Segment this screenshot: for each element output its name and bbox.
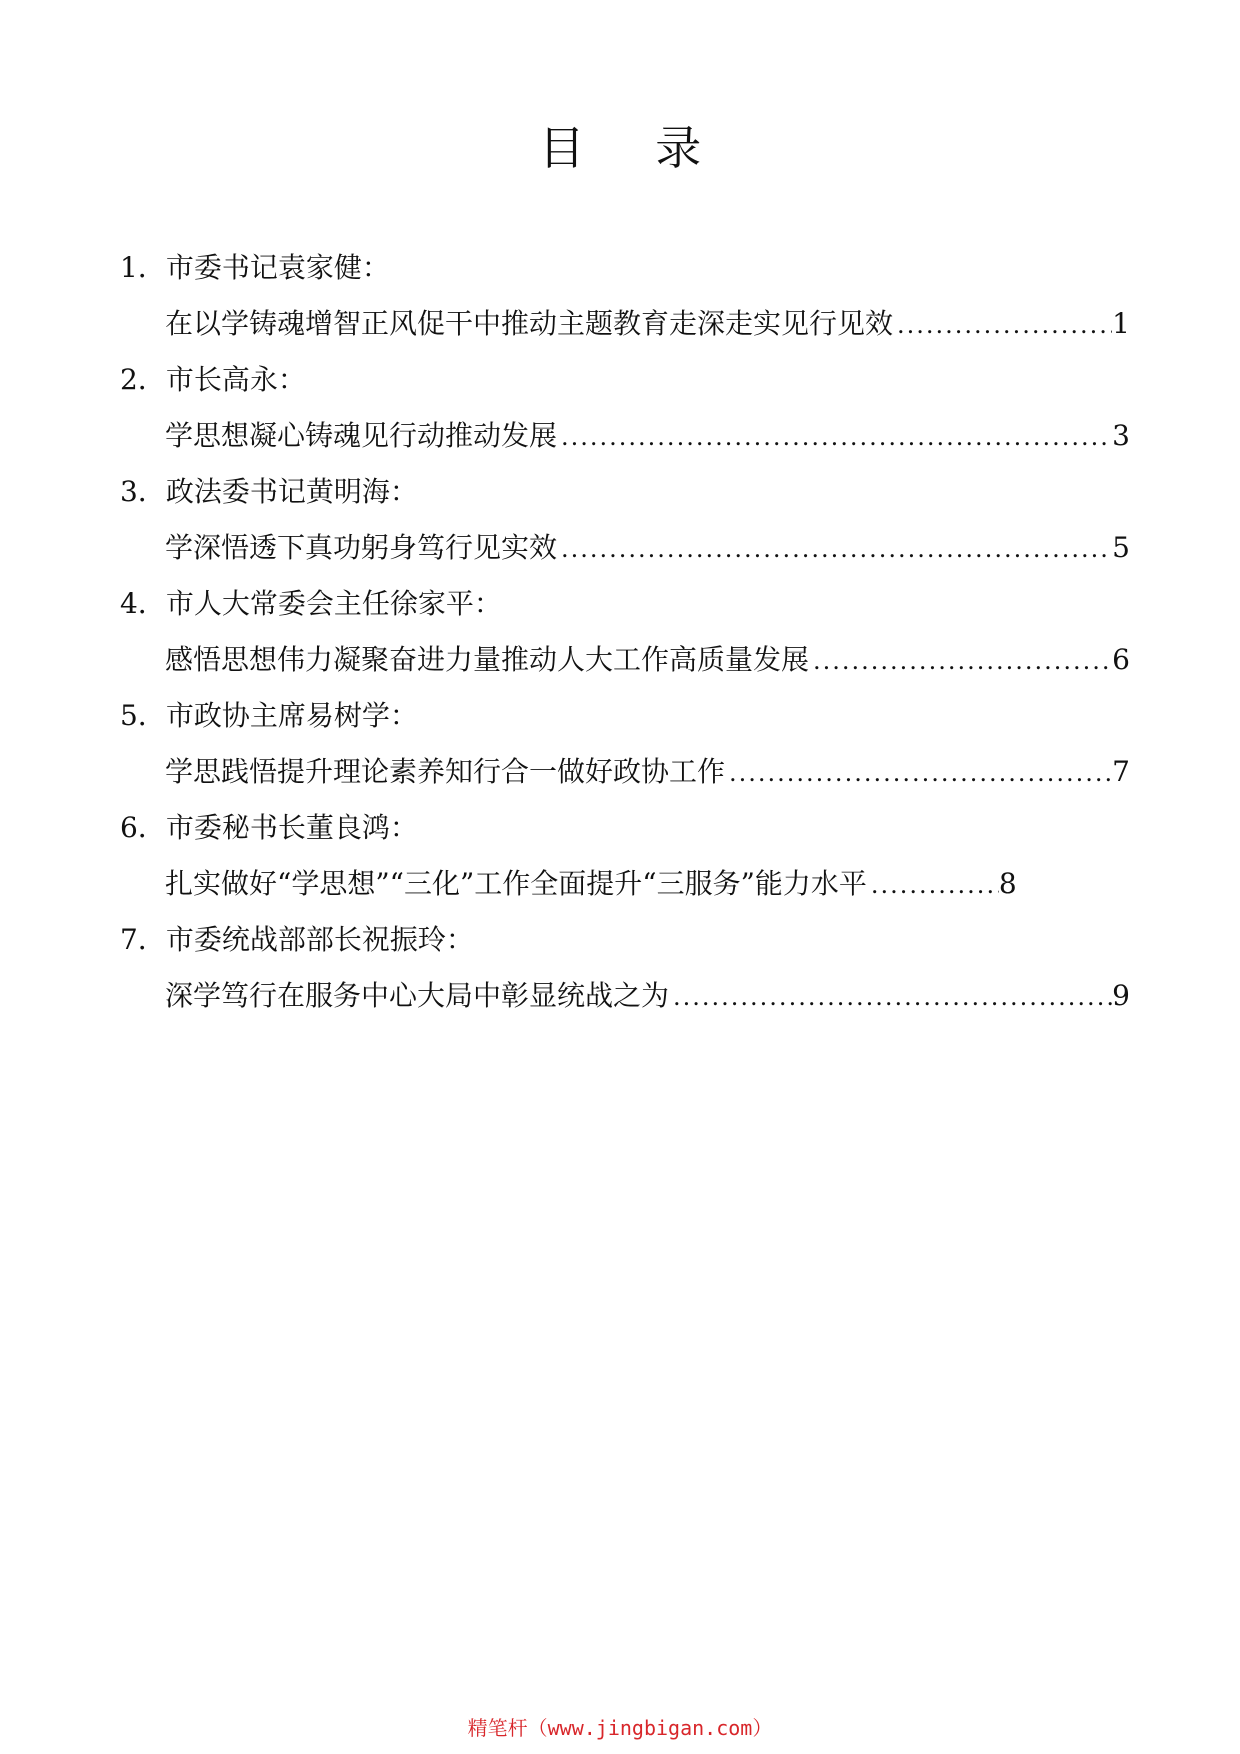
toc-speaker: 市委秘书长董良鸿： — [165, 811, 418, 844]
toc-dot-leader — [809, 633, 1112, 689]
table-of-contents — [120, 240, 1130, 1024]
toc-entry-4 — [120, 576, 1130, 688]
toc-entry-number: 5． — [120, 699, 166, 732]
toc-entry-7 — [120, 912, 1130, 1024]
toc-entry-number: 6． — [120, 811, 166, 844]
toc-speaker-line — [120, 240, 1130, 296]
toc-dot-leader — [867, 857, 999, 913]
site-watermark: 精笔杆（www.jingbigan.com） — [467, 1716, 773, 1740]
toc-title[interactable]: 扎实做好“学思想”“三化”工作全面提升“三服务”能力水平 — [165, 867, 867, 900]
toc-entry-3 — [120, 464, 1130, 576]
toc-title[interactable]: 学思践悟提升理论素养知行合一做好政协工作 — [165, 755, 726, 788]
toc-page-number[interactable]: 9 — [1112, 979, 1130, 1012]
toc-speaker-line — [120, 352, 1130, 408]
toc-speaker-line — [120, 912, 1130, 968]
toc-title[interactable]: 学深悟透下真功躬身笃行见实效 — [165, 531, 558, 564]
toc-dot-leader — [557, 409, 1112, 465]
toc-entry-number: 1． — [120, 251, 166, 284]
page-title: 目 录 — [538, 121, 730, 175]
toc-dot-leader — [557, 521, 1112, 577]
toc-speaker-line — [120, 688, 1130, 744]
toc-title[interactable]: 学思想凝心铸魂见行动推动发展 — [165, 419, 558, 452]
toc-title[interactable]: 在以学铸魂增智正风促干中推动主题教育走深走实见行见效 — [165, 307, 894, 340]
toc-title-line[interactable] — [120, 632, 1130, 688]
toc-title-line[interactable] — [120, 408, 1130, 464]
toc-dot-leader — [725, 745, 1112, 801]
toc-speaker-line — [120, 800, 1130, 856]
toc-page-number[interactable]: 8 — [998, 867, 1017, 900]
toc-dot-leader — [893, 297, 1112, 353]
toc-entry-1 — [120, 240, 1130, 352]
toc-page-number[interactable]: 1 — [1112, 307, 1130, 340]
toc-dot-leader — [669, 969, 1112, 1025]
toc-speaker: 市委统战部部长祝振玲： — [165, 923, 474, 956]
toc-entry-2 — [120, 352, 1130, 464]
toc-entry-number: 4． — [120, 587, 166, 620]
toc-title-line[interactable] — [120, 296, 1130, 352]
toc-title-line[interactable] — [120, 520, 1130, 576]
toc-page-number[interactable]: 6 — [1112, 643, 1130, 676]
toc-page-number[interactable]: 3 — [1112, 419, 1130, 452]
toc-speaker-line — [120, 576, 1130, 632]
toc-entry-number: 3． — [120, 475, 166, 508]
toc-page-number[interactable]: 7 — [1112, 755, 1130, 788]
toc-title-line[interactable] — [120, 968, 1130, 1024]
toc-speaker: 市政协主席易树学： — [165, 699, 418, 732]
toc-speaker: 市长高永： — [165, 363, 306, 396]
toc-speaker: 政法委书记黄明海： — [165, 475, 418, 508]
toc-page-number[interactable]: 5 — [1112, 531, 1130, 564]
toc-entry-5 — [120, 688, 1130, 800]
toc-speaker-line — [120, 464, 1130, 520]
toc-title-line[interactable] — [120, 744, 1130, 800]
toc-entry-number: 7． — [120, 923, 166, 956]
toc-entry-number: 2． — [120, 363, 166, 396]
toc-title[interactable]: 感悟思想伟力凝聚奋进力量推动人大工作高质量发展 — [165, 643, 810, 676]
toc-speaker: 市人大常委会主任徐家平： — [165, 587, 502, 620]
toc-speaker: 市委书记袁家健： — [165, 251, 390, 284]
toc-title[interactable]: 深学笃行在服务中心大局中彰显统战之为 — [165, 979, 670, 1012]
toc-title-line[interactable] — [120, 856, 1130, 912]
toc-entry-6 — [120, 800, 1130, 912]
